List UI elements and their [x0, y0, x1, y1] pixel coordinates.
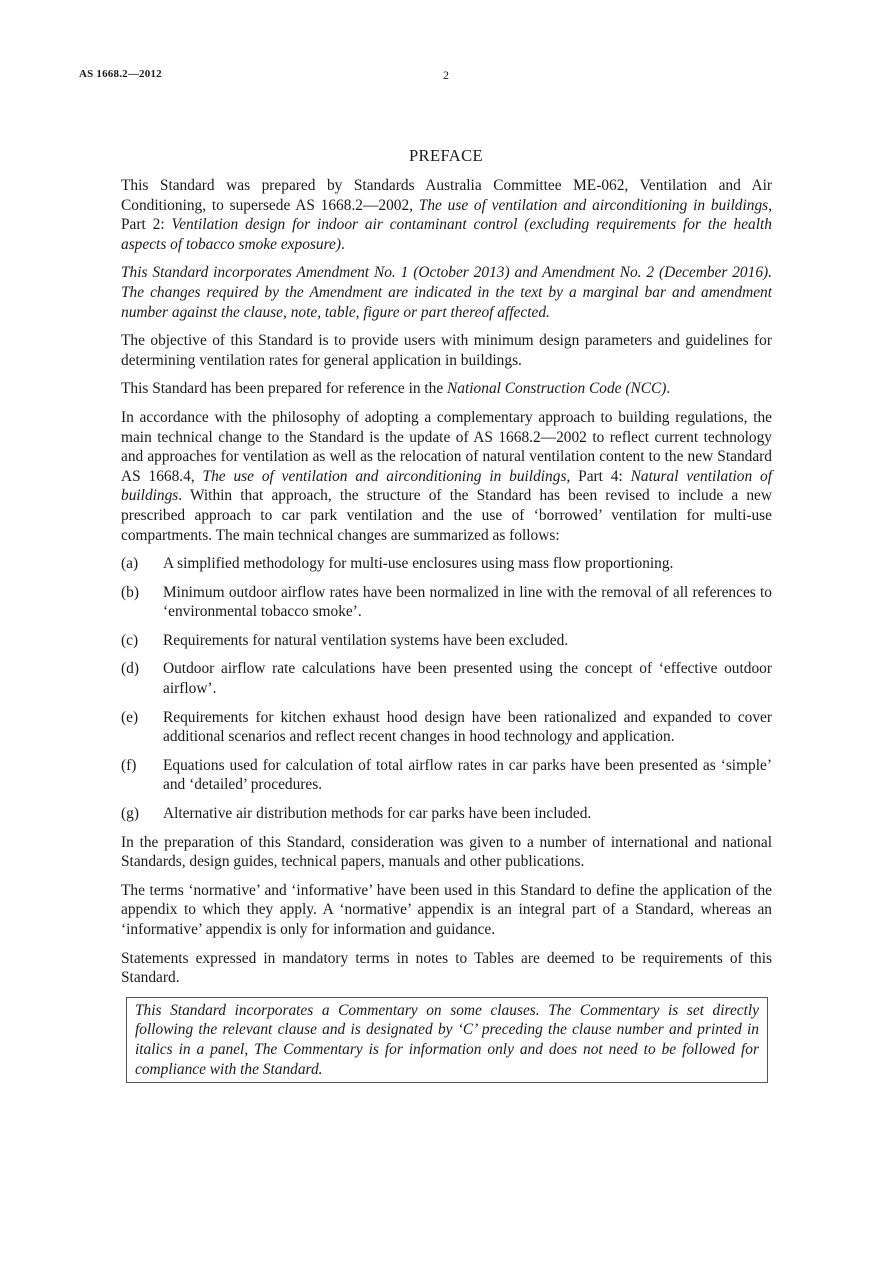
header-standard-number: AS 1668.2—2012: [79, 68, 162, 80]
list-item: (c) Requirements for natural ventilation systems have been excluded.: [121, 631, 569, 649]
technical-changes-list: [121, 554, 772, 824]
paragraph-committee: This Standard was prepared by Standards Australia Committee ME-062, Ventilation and Air Conditioning, to supersede AS 1668.2—2002, The use of ventilation and airconditioning in buildings, Part 2: Ventilation design for indoor air contaminant control (excluding requirements for the health aspects of tobacco smoke exposure).: [121, 177, 773, 253]
list-item: (d) Outdoor airflow rate calculations have been presented using the concept of ‘effective outdoor airflow’.: [121, 660, 772, 698]
list-item: (g) Alternative air distribution methods for car parks have been included.: [121, 805, 592, 823]
list-item: (a) A simplified methodology for multi-use enclosures using mass flow proportioning.: [121, 555, 674, 573]
list-item: (f) Equations used for calculation of total airflow rates in car parks have been presented as ‘simple’ and ‘detailed’ procedures.: [121, 756, 772, 794]
paragraph-mandatory: Statements expressed in mandatory terms in notes to Tables are deemed to be requirements of this Standard.: [121, 949, 772, 987]
paragraph-objective: The objective of this Standard is to provide users with minimum design parameters and guidelines for determining ventilation rates for general application in buildings.: [121, 332, 772, 369]
paragraph-preparation: In the preparation of this Standard, consideration was given to a number of international and national Standards, design guides, technical papers, manuals and other publications.: [121, 833, 772, 871]
paragraph-reference: This Standard has been prepared for reference in the National Construction Code (NCC).: [121, 380, 671, 398]
list-item: (b) Minimum outdoor airflow rates have been normalized in line with the removal of all references to ‘environmental tobacco smoke’.: [121, 583, 772, 621]
page-number: 2: [443, 68, 449, 82]
paragraph-normative: The terms ‘normative’ and ‘informative’ have been used in this Standard to define the application of the appendix to which they apply. A ‘normative’ appendix is an integral part of a Standard, whereas an ‘informative’ appendix is only for information and guidance.: [121, 881, 772, 938]
list-item: (e) Requirements for kitchen exhaust hood design have been rationalized and expanded to cover additional scenarios and reflect recent changes in hood technology and application.: [121, 708, 772, 746]
page-title: PREFACE: [408, 146, 483, 165]
paragraph-amendments: This Standard incorporates Amendment No. 1 (October 2013) and Amendment No. 2 (December 2016). The changes required by the Amendment are indicated in the text by a marginal bar and amendment number against the clause, note, table, figure or part thereof affected.: [121, 264, 772, 321]
document-body: [121, 176, 772, 1083]
commentary-panel: This Standard incorporates a Commentary on some clauses. The Commentary is set directly following the relevant clause and is designated by ‘C’ preceding the clause number and printed in italics in a panel, The Commentary is for information only and does not need to be followed for compliance with the Standard.: [126, 997, 768, 1083]
paragraph-technical-change: In accordance with the philosophy of adopting a complementary approach to building regulations, the main technical change to the Standard is the update of AS 1668.2—2002 to reflect current technology and approaches for ventilation as well as the relocation of natural ventilation content to the new Standard AS 1668.4, The use of ventilation and airconditioning in buildings, Part 4: Natural ventilation of buildings. Within that approach, the structure of the Standard has been revised to include a new prescribed approach to car park ventilation and the use of ‘borrowed’ ventilation for multi-use compartments. The main technical changes are summarized as follows:: [121, 408, 772, 544]
